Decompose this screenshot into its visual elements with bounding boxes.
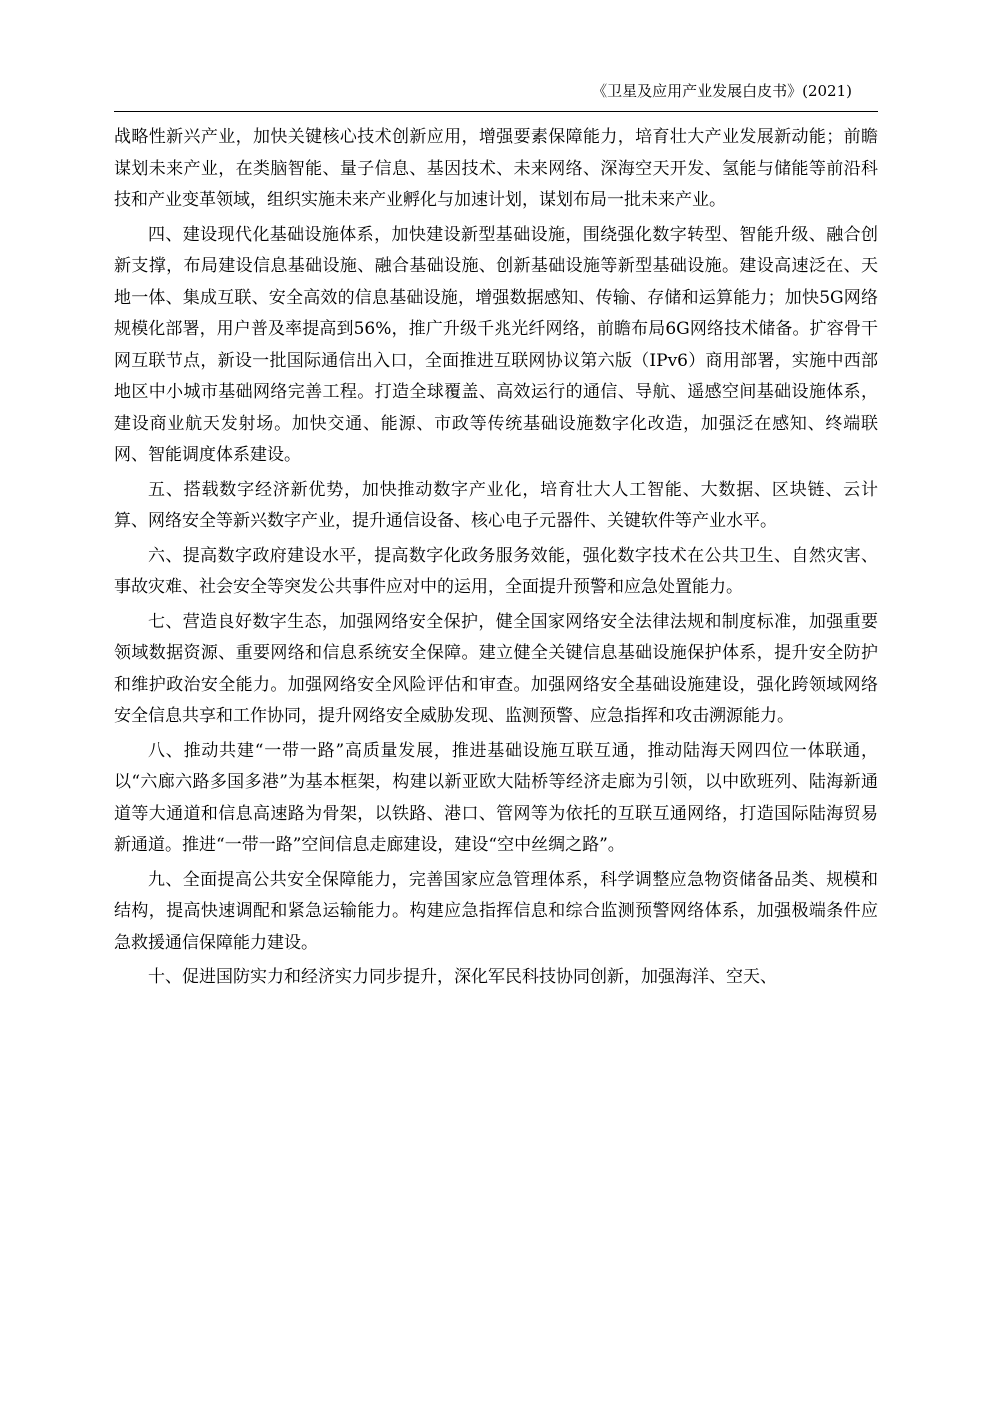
paragraph-four: 四、建设现代化基础设施体系，加快建设新型基础设施，围绕强化数字转型、智能升级、融合创新支撑，布局建设信息基础设施、融合基础设施、创新基础设施等新型基础设施。建设高速泛在、天地一体、集成互联、安全高效的信息基础设施，增强数据感知、传输、存储和运算能力；加快5G网络规模化部署，用户普及率提高到56%，推广升级千兆光纤网络，前瞻布局6G网络技术储备。扩容骨干网互联节点，新设一批国际通信出入口，全面推进互联网协议第六版（IPv6）商用部署，实施中西部地区中小城市基础网络完善工程。打造全球覆盖、高效运行的通信、导航、遥感空间基础设施体系，建设商业航天发射场。加快交通、能源、市政等传统基础设施数字化改造，加强泛在感知、终端联网、智能调度体系建设。 [114, 224, 878, 465]
paragraph-continuation: 战略性新兴产业，加快关键核心技术创新应用，增强要素保障能力，培育壮大产业发展新动能；前瞻谋划未来产业，在类脑智能、量子信息、基因技术、未来网络、深海空天开发、氢能与储能等前沿科技和产业变革领域，组织实施未来产业孵化与加速计划，谋划布局一批未来产业。 [114, 127, 878, 210]
paragraph-five: 五、搭载数字经济新优势，加快推动数字产业化，培育壮大人工智能、大数据、区块链、云计算、网络安全等新兴数字产业，提升通信设备、核心电子元器件、关键软件等产业水平。 [114, 479, 878, 531]
paragraph-six: 六、提高数字政府建设水平，提高数字化政务服务效能，强化数字技术在公共卫生、自然灾害、事故灾难、社会安全等突发公共事件应对中的运用，全面提升预警和应急处置能力。 [114, 545, 878, 597]
paragraph-eight: 八、推动共建“一带一路”高质量发展，推进基础设施互联互通，推动陆海天网四位一体联通，以“六廊六路多国多港”为基本框架，构建以新亚欧大陆桥等经济走廊为引领，以中欧班列、陆海新通道等大通道和信息高速路为骨架，以铁路、港口、管网等为依托的互联互通网络，打造国际陆海贸易新通道。推进“一带一路”空间信息走廊建设，建设“空中丝绸之路”。 [114, 740, 878, 855]
document-body [114, 122, 878, 997]
paragraph-nine: 九、全面提高公共安全保障能力，完善国家应急管理体系，科学调整应急物资储备品类、规模和结构，提高快速调配和紧急运输能力。构建应急指挥信息和综合监测预警网络体系，加强极端条件应急救援通信保障能力建设。 [114, 869, 878, 953]
page-header [114, 80, 878, 112]
paragraph-seven: 七、营造良好数字生态，加强网络安全保护，健全国家网络安全法律法规和制度标准，加强重要领域数据资源、重要网络和信息系统安全保障。建立健全关键信息基础设施保护体系，提升安全防护和维护政治安全能力。加强网络安全风险评估和审查。加强网络安全基础设施建设，强化跨领域网络安全信息共享和工作协同，提升网络安全威胁发现、监测预警、应急指挥和攻击溯源能力。 [114, 611, 878, 726]
paragraph-ten: 十、促进国防实力和经济实力同步提升，深化军民科技协同创新，加强海洋、空天、 [148, 967, 777, 987]
document-title: 《卫星及应用产业发展白皮书》(2021) [592, 82, 852, 100]
